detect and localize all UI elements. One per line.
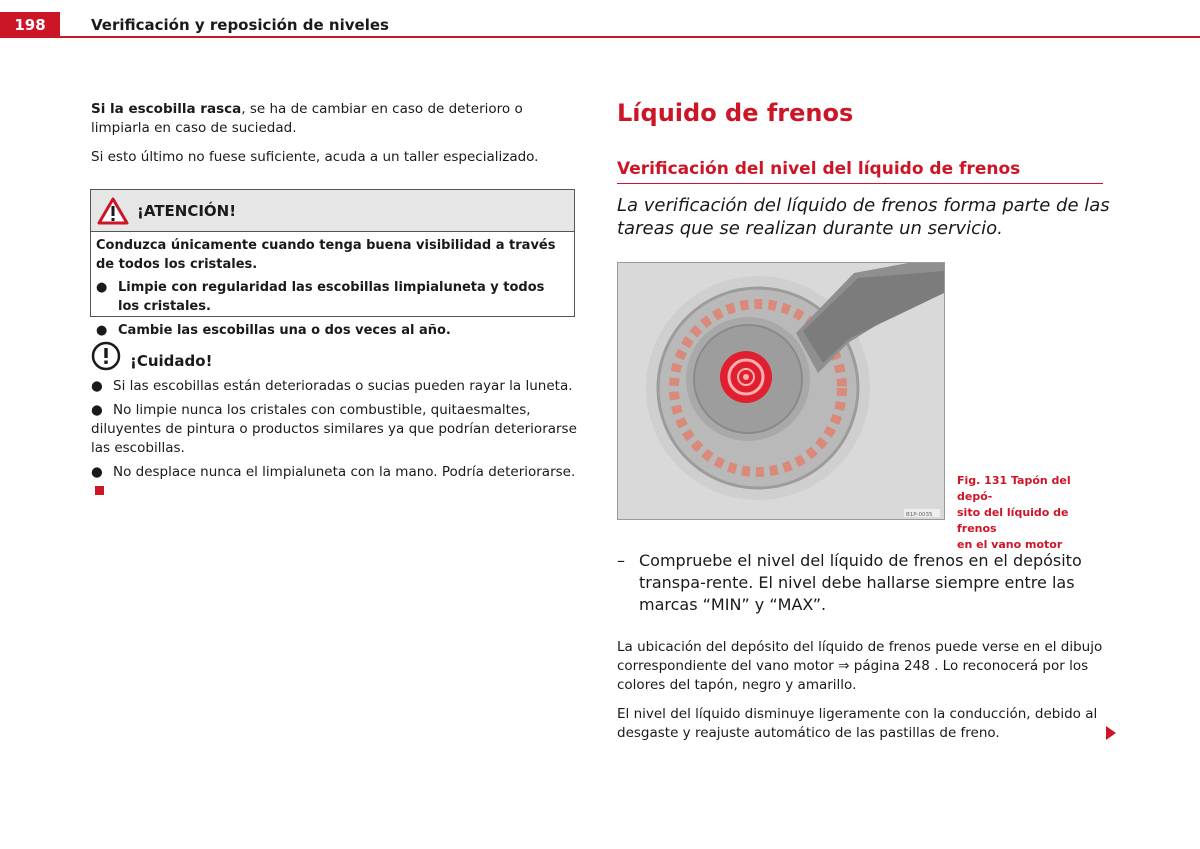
page-header <box>0 0 1200 38</box>
warning-item <box>96 321 570 340</box>
warning-box <box>90 189 575 338</box>
brake-fluid-cap-illustration <box>618 263 944 519</box>
caution-item <box>91 401 578 458</box>
warning-item <box>96 278 570 316</box>
caution-item-text: Si las escobillas están deterioradas o sucias pueden rayar la luneta. <box>113 378 573 394</box>
paragraph-text: . Lo reconocerá por los colores del tapón, negro y amarillo. <box>617 658 1089 693</box>
page-reference-link[interactable]: ⇒ página 248 <box>838 658 930 674</box>
caution-item-text: No desplace nunca el limpialuneta con la mano. Podría deteriorarse. <box>113 464 576 480</box>
warning-body <box>91 232 574 340</box>
page-number: 198 <box>0 12 60 38</box>
caution-title: ¡Cuidado! <box>130 352 213 370</box>
paragraph-wiper <box>91 100 578 138</box>
caption-line: en el vano motor <box>957 538 1063 551</box>
bullet-icon: ● <box>91 402 103 418</box>
subsection-rule <box>617 183 1103 184</box>
exclamation-circle-icon <box>91 341 121 371</box>
brake-fluid-cap-figure <box>617 262 945 520</box>
warning-header <box>91 190 574 232</box>
caution-block <box>91 340 578 506</box>
warning-item-text: Limpie con regularidad las escobillas limpialuneta y todos los cristales. <box>118 280 545 314</box>
instruction-step <box>617 550 1107 616</box>
paragraph-lead: Si la escobilla rasca <box>91 101 242 117</box>
warning-triangle-icon <box>97 197 129 225</box>
caution-item <box>91 377 578 396</box>
instruction-text: Compruebe el nivel del líquido de frenos en el depósito transpa-rente. El nivel debe hallarse siempre entre las marcas “MIN” y “MAX”. <box>639 551 1082 614</box>
left-column <box>91 100 578 177</box>
section-title: Líquido de frenos <box>617 99 854 127</box>
caution-header <box>91 340 578 371</box>
bullet-icon: ● <box>96 280 108 295</box>
figure-code: B1P-0035 <box>906 512 933 518</box>
intro-text: La verificación del líquido de frenos forma parte de las tareas que se realizan durante un servicio. <box>617 195 1110 239</box>
header-rule <box>60 36 1200 38</box>
subsection-title: Verificación del nivel del líquido de frenos <box>617 159 1021 179</box>
figure-caption <box>957 473 1107 553</box>
next-page-arrow-icon <box>1106 726 1116 740</box>
paragraph-workshop: Si esto último no fuese suficiente, acuda a un taller especializado. <box>91 149 539 165</box>
end-of-section-icon <box>95 486 104 495</box>
warning-item-text: Cambie las escobillas una o dos veces al año. <box>118 323 451 338</box>
dash-icon: – <box>617 551 625 570</box>
bullet-icon: ● <box>91 378 103 394</box>
warning-title: ¡ATENCIÓN! <box>137 201 237 220</box>
paragraph-text: La ubicación del depósito del líquido de frenos puede verse en el dibujo correspondiente del vano motor <box>617 639 1103 674</box>
bullet-icon: ● <box>91 464 103 480</box>
paragraph-location <box>617 638 1107 695</box>
caption-line: sito del líquido de frenos <box>957 506 1069 535</box>
bullet-icon: ● <box>96 323 108 338</box>
caption-line: Fig. 131 Tapón del depó- <box>957 474 1071 503</box>
chapter-title: Verificación y reposición de niveles <box>91 16 389 34</box>
warning-lead: Conduzca únicamente cuando tenga buena visibilidad a través de todos los cristales. <box>96 238 556 272</box>
paragraph-wear: El nivel del líquido disminuye ligeramente con la conducción, debido al desgaste y reajuste automático de las pastillas de freno. <box>617 706 1098 741</box>
caution-item-text: No limpie nunca los cristales con combustible, quitaesmaltes, diluyentes de pintura o productos similares ya que podrían deteriorarse las escobillas. <box>91 402 577 456</box>
caution-item <box>91 463 578 501</box>
paragraph-text: , se ha de cambiar en caso de deterioro o limpiarla en caso de suciedad. <box>91 101 523 136</box>
